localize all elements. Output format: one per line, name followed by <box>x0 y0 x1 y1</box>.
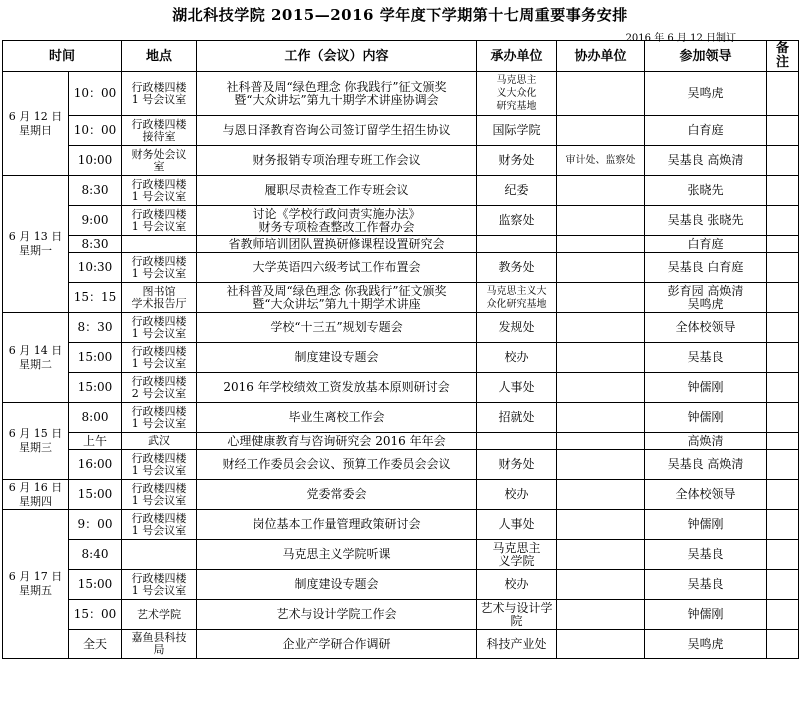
cohost-cell <box>557 480 645 510</box>
cohost-cell <box>557 343 645 373</box>
location-cell: 行政楼四楼 1 号会议室 <box>122 72 197 116</box>
location-cell <box>122 540 197 570</box>
leaders-cell: 吴基良 白育庭 <box>645 253 767 283</box>
host-cell <box>477 433 557 450</box>
table-row <box>3 283 799 313</box>
time-cell: 15：15 <box>69 283 122 313</box>
location-cell: 图书馆 学术报告厅 <box>122 283 197 313</box>
location-cell: 行政楼四楼 1 号会议室 <box>122 206 197 236</box>
leaders-cell: 吴基良 高焕清 <box>645 450 767 480</box>
cohost-cell <box>557 510 645 540</box>
time-cell: 8:30 <box>69 236 122 253</box>
cohost-cell: 审计处、监察处 <box>557 146 645 176</box>
leaders-cell: 白育庭 <box>645 116 767 146</box>
leaders-cell: 钟儒刚 <box>645 403 767 433</box>
time-cell: 15:00 <box>69 570 122 600</box>
host-cell: 艺术与设计学 院 <box>477 600 557 630</box>
content-cell: 财经工作委员会会议、预算工作委员会会议 <box>197 450 477 480</box>
time-cell: 9：00 <box>69 510 122 540</box>
header-leaders: 参加领导 <box>645 41 767 72</box>
remarks-cell <box>767 236 799 253</box>
time-cell: 10：00 <box>69 72 122 116</box>
time-cell: 8：30 <box>69 313 122 343</box>
table-row <box>3 343 799 373</box>
leaders-cell: 吴鸣虎 <box>645 72 767 116</box>
host-cell: 校办 <box>477 480 557 510</box>
time-cell: 8:40 <box>69 540 122 570</box>
remarks-cell <box>767 373 799 403</box>
table-row <box>3 72 799 116</box>
table-row <box>3 450 799 480</box>
leaders-cell: 高焕清 <box>645 433 767 450</box>
content-cell: 财务报销专项治理专班工作会议 <box>197 146 477 176</box>
table-row <box>3 480 799 510</box>
location-cell <box>122 236 197 253</box>
host-cell: 校办 <box>477 343 557 373</box>
location-cell: 行政楼四楼 1 号会议室 <box>122 450 197 480</box>
content-cell: 党委常委会 <box>197 480 477 510</box>
cohost-cell <box>557 450 645 480</box>
header-content: 工作（会议）内容 <box>197 41 477 72</box>
header-row <box>3 41 799 72</box>
location-cell: 武汉 <box>122 433 197 450</box>
remarks-cell <box>767 570 799 600</box>
remarks-cell <box>767 343 799 373</box>
host-cell: 招就处 <box>477 403 557 433</box>
header-host: 承办单位 <box>477 41 557 72</box>
location-cell: 行政楼四楼 2 号会议室 <box>122 373 197 403</box>
remarks-cell <box>767 450 799 480</box>
leaders-cell: 白育庭 <box>645 236 767 253</box>
leaders-cell: 钟儒刚 <box>645 600 767 630</box>
host-cell: 校办 <box>477 570 557 600</box>
remarks-cell <box>767 403 799 433</box>
remarks-cell <box>767 630 799 659</box>
cohost-cell <box>557 176 645 206</box>
remarks-cell <box>767 253 799 283</box>
day-label: 6 月 15 日 星期三 <box>3 403 69 480</box>
host-cell: 人事处 <box>477 373 557 403</box>
host-cell: 人事处 <box>477 510 557 540</box>
host-cell: 马克思主 义学院 <box>477 540 557 570</box>
cohost-cell <box>557 630 645 659</box>
table-row <box>3 433 799 450</box>
cohost-cell <box>557 283 645 313</box>
location-cell: 嘉鱼县科技 局 <box>122 630 197 659</box>
time-cell: 15:00 <box>69 480 122 510</box>
remarks-cell <box>767 116 799 146</box>
location-cell: 行政楼四楼 1 号会议室 <box>122 343 197 373</box>
time-cell: 8:30 <box>69 176 122 206</box>
leaders-cell: 吴基良 <box>645 570 767 600</box>
date-note: 2016 年 6 月 12 日制订 <box>625 33 736 44</box>
remarks-cell <box>767 146 799 176</box>
schedule-body <box>3 72 799 659</box>
remarks-cell <box>767 313 799 343</box>
cohost-cell <box>557 433 645 450</box>
host-cell: 监察处 <box>477 206 557 236</box>
leaders-cell: 全体校领导 <box>645 313 767 343</box>
table-row <box>3 313 799 343</box>
host-cell: 科技产业处 <box>477 630 557 659</box>
time-cell: 15:00 <box>69 343 122 373</box>
host-cell <box>477 236 557 253</box>
table-row <box>3 236 799 253</box>
schedule-table <box>2 40 799 659</box>
content-cell: 制度建设专题会 <box>197 343 477 373</box>
location-cell: 行政楼四楼 1 号会议室 <box>122 480 197 510</box>
cohost-cell <box>557 570 645 600</box>
table-row <box>3 540 799 570</box>
content-cell: 心理健康教育与咨询研究会 2016 年年会 <box>197 433 477 450</box>
time-cell: 9:00 <box>69 206 122 236</box>
location-cell: 行政楼四楼 接待室 <box>122 116 197 146</box>
leaders-cell: 全体校领导 <box>645 480 767 510</box>
time-cell: 10:30 <box>69 253 122 283</box>
remarks-cell <box>767 433 799 450</box>
host-cell: 教务处 <box>477 253 557 283</box>
remarks-cell <box>767 480 799 510</box>
table-row <box>3 176 799 206</box>
remarks-cell <box>767 206 799 236</box>
content-cell: 制度建设专题会 <box>197 570 477 600</box>
time-cell: 10：00 <box>69 116 122 146</box>
content-cell: 艺术与设计学院工作会 <box>197 600 477 630</box>
cohost-cell <box>557 72 645 116</box>
leaders-cell: 吴鸣虎 <box>645 630 767 659</box>
remarks-cell <box>767 600 799 630</box>
host-cell: 马克思主 义大众化 研究基地 <box>477 72 557 116</box>
time-cell: 8:00 <box>69 403 122 433</box>
content-cell: 马克思主义学院听课 <box>197 540 477 570</box>
remarks-cell <box>767 510 799 540</box>
content-cell: 履职尽责检查工作专班会议 <box>197 176 477 206</box>
table-row <box>3 373 799 403</box>
content-cell: 毕业生离校工作会 <box>197 403 477 433</box>
remarks-cell <box>767 72 799 116</box>
time-cell: 16:00 <box>69 450 122 480</box>
time-cell: 15:00 <box>69 373 122 403</box>
content-cell: 讨论《学校行政问责实施办法》 财务专项检查整改工作督办会 <box>197 206 477 236</box>
content-cell: 社科普及周“绿色理念 你我践行”征文颁奖 暨“大众讲坛”第九十期学术讲座 <box>197 283 477 313</box>
leaders-cell: 彭育园 高焕清 吴鸣虎 <box>645 283 767 313</box>
table-row <box>3 510 799 540</box>
day-label: 6 月 12 日 星期日 <box>3 72 69 176</box>
cohost-cell <box>557 236 645 253</box>
time-cell: 上午 <box>69 433 122 450</box>
cohost-cell <box>557 116 645 146</box>
host-cell: 纪委 <box>477 176 557 206</box>
table-row <box>3 630 799 659</box>
location-cell: 行政楼四楼 1 号会议室 <box>122 403 197 433</box>
remarks-cell <box>767 283 799 313</box>
leaders-cell: 钟儒刚 <box>645 373 767 403</box>
content-cell: 省教师培训团队置换研修课程设置研究会 <box>197 236 477 253</box>
header-location: 地点 <box>122 41 197 72</box>
day-label: 6 月 14 日 星期二 <box>3 313 69 403</box>
location-cell: 行政楼四楼 1 号会议室 <box>122 176 197 206</box>
location-cell: 艺术学院 <box>122 600 197 630</box>
content-cell: 学校“十三五”规划专题会 <box>197 313 477 343</box>
table-row <box>3 600 799 630</box>
host-cell: 马克思主义大 众化研究基地 <box>477 283 557 313</box>
time-cell: 全天 <box>69 630 122 659</box>
leaders-cell: 钟儒刚 <box>645 510 767 540</box>
day-label: 6 月 17 日 星期五 <box>3 510 69 659</box>
location-cell: 行政楼四楼 1 号会议室 <box>122 253 197 283</box>
host-cell: 财务处 <box>477 450 557 480</box>
content-cell: 与恩日泽教育咨询公司签订留学生招生协议 <box>197 116 477 146</box>
time-cell: 15：00 <box>69 600 122 630</box>
header-remarks: 备 注 <box>767 41 799 72</box>
cohost-cell <box>557 600 645 630</box>
location-cell: 财务处会议 室 <box>122 146 197 176</box>
leaders-cell: 吴基良 <box>645 343 767 373</box>
header-time: 时间 <box>3 41 122 72</box>
cohost-cell <box>557 403 645 433</box>
location-cell: 行政楼四楼 1 号会议室 <box>122 510 197 540</box>
leaders-cell: 吴基良 <box>645 540 767 570</box>
host-cell: 发规处 <box>477 313 557 343</box>
content-cell: 企业产学研合作调研 <box>197 630 477 659</box>
header-cohost: 协办单位 <box>557 41 645 72</box>
remarks-cell <box>767 540 799 570</box>
content-cell: 2016 年学校绩效工资发放基本原则研讨会 <box>197 373 477 403</box>
leaders-cell: 吴基良 张晓先 <box>645 206 767 236</box>
host-cell: 国际学院 <box>477 116 557 146</box>
location-cell: 行政楼四楼 1 号会议室 <box>122 313 197 343</box>
table-row <box>3 570 799 600</box>
day-label: 6 月 16 日 星期四 <box>3 480 69 510</box>
content-cell: 大学英语四六级考试工作布置会 <box>197 253 477 283</box>
cohost-cell <box>557 540 645 570</box>
time-cell: 10:00 <box>69 146 122 176</box>
table-row <box>3 116 799 146</box>
page-title: 湖北科技学院 2015—2016 学年度下学期第十七周重要事务安排 <box>172 6 628 24</box>
table-row <box>3 146 799 176</box>
content-cell: 社科普及周“绿色理念 你我践行”征文颁奖 暨“大众讲坛”第九十期学术讲座协调会 <box>197 72 477 116</box>
cohost-cell <box>557 253 645 283</box>
cohost-cell <box>557 206 645 236</box>
day-label: 6 月 13 日 星期一 <box>3 176 69 313</box>
location-cell: 行政楼四楼 1 号会议室 <box>122 570 197 600</box>
host-cell: 财务处 <box>477 146 557 176</box>
content-cell: 岗位基本工作量管理政策研讨会 <box>197 510 477 540</box>
cohost-cell <box>557 313 645 343</box>
leaders-cell: 张晓先 <box>645 176 767 206</box>
remarks-cell <box>767 176 799 206</box>
table-row <box>3 253 799 283</box>
cohost-cell <box>557 373 645 403</box>
table-row <box>3 206 799 236</box>
table-row <box>3 403 799 433</box>
leaders-cell: 吴基良 高焕清 <box>645 146 767 176</box>
